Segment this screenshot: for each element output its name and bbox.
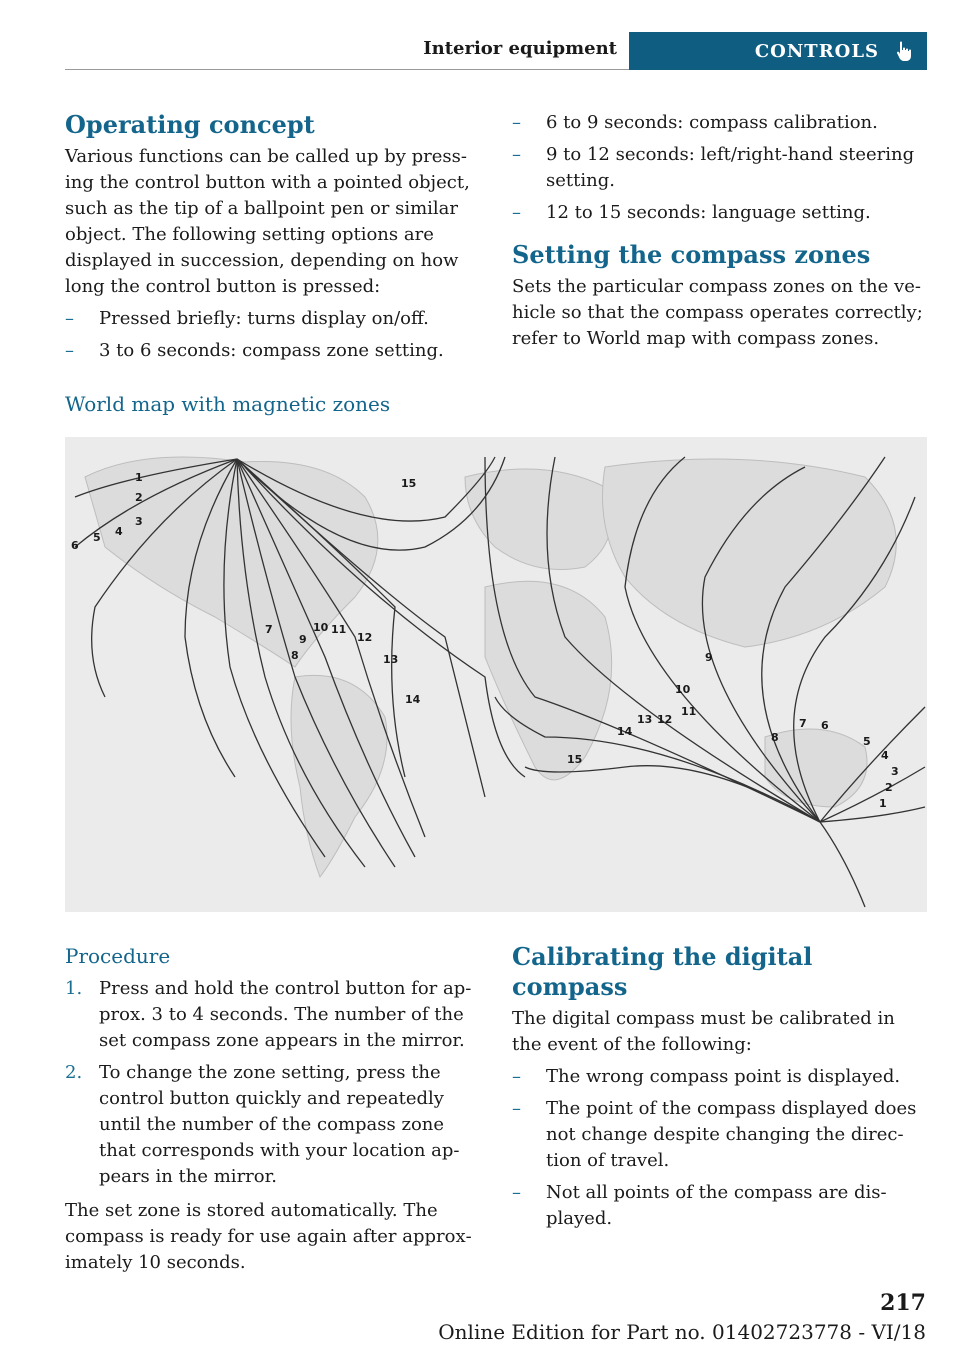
zone-label: 10 (313, 621, 329, 634)
calibrating-list (512, 1064, 927, 1232)
zone-label: 15 (401, 477, 417, 490)
page-header (65, 32, 927, 70)
step-number: 1. (65, 978, 83, 999)
operating-options-list-continued (512, 110, 927, 226)
zone-label: 7 (265, 623, 273, 636)
procedure-title: Procedure (65, 944, 171, 968)
zone-label: 2 (885, 781, 893, 794)
australia-shape (765, 729, 867, 807)
zone-label: 9 (299, 633, 307, 646)
zone-label: 1 (879, 797, 887, 810)
map-title: World map with magnetic zones (65, 392, 391, 416)
zone-label: 13 (637, 713, 653, 726)
zone-label: 9 (705, 651, 713, 664)
zone-label: 14 (617, 725, 633, 738)
zone-label: 8 (291, 649, 299, 662)
list-item: – 9 to 12 seconds: left/right-hand steering setting. (512, 142, 927, 194)
list-item: – 3 to 6 seconds: compass zone setting. (65, 338, 480, 364)
world-magnetic-zones-map (65, 437, 927, 912)
zone-label: 1 (135, 471, 143, 484)
asia-shape (603, 459, 897, 647)
map-graphic (65, 437, 927, 912)
edition-footer: Online Edition for Part no. 01402723778 - VI/18 (438, 1320, 926, 1344)
zone-label: 3 (891, 765, 899, 778)
zone-label: 14 (405, 693, 421, 706)
operating-concept-intro: Various functions can be called up by pressing the control button with a pointed object, such as the tip of a ballpoint pen or similar object. The following setting options are displayed in succession, depending on how long the control button is pressed: (65, 146, 470, 297)
zone-label: 5 (93, 531, 101, 544)
calibrating-section (512, 942, 927, 1232)
zone-label: 13 (383, 653, 399, 666)
step-text: Press and hold the control button for approx. 3 to 4 seconds. The number of the set compass zone appears in the mirror. (99, 978, 472, 1051)
zone-label: 4 (115, 525, 123, 538)
zone-label: 10 (675, 683, 691, 696)
operating-concept-continued (512, 110, 927, 352)
zone-label: 11 (681, 705, 697, 718)
page-number: 217 (880, 1290, 926, 1316)
procedure-step (65, 976, 480, 1054)
zone-label: 3 (135, 515, 143, 528)
step-number: 2. (65, 1062, 83, 1083)
zone-label: 2 (135, 491, 143, 504)
zone-label: 15 (567, 753, 583, 766)
zone-label: 12 (357, 631, 373, 644)
list-item: – 6 to 9 seconds: compass calibration. (512, 110, 927, 136)
compass-zones-title: Setting the compass zones (512, 240, 871, 269)
pointing-hand-icon (893, 40, 915, 62)
procedure-section (65, 942, 480, 1276)
list-item: – 12 to 15 seconds: language setting. (512, 200, 927, 226)
calibrating-title: Calibrating the digital compass (512, 942, 813, 1001)
zone-label: 5 (863, 735, 871, 748)
compass-zones-text: Sets the particular compass zones on the vehicle so that the compass operates correctly; refer to World map with compass zones. (512, 276, 923, 349)
zone-label: 11 (331, 623, 347, 636)
zone-label: 4 (881, 749, 889, 762)
procedure-steps (65, 976, 480, 1190)
operating-options-list (65, 306, 480, 364)
step-text: To change the zone setting, press the control button quickly and repeatedly until the number of the compass zone that corresponds with your location appears in the mirror. (99, 1062, 460, 1187)
zone-label: 7 (799, 717, 807, 730)
operating-concept-section (65, 110, 480, 364)
chapter-tab-label: CONTROLS (754, 40, 879, 62)
calibrating-intro: The digital compass must be calibrated in the event of the following: (512, 1008, 895, 1055)
zone-label: 12 (657, 713, 673, 726)
chapter-tab (629, 32, 927, 70)
list-item: – Pressed briefly: turns display on/off. (65, 306, 480, 332)
list-item: – The point of the compass displayed does not change despite changing the direction of travel. (512, 1096, 927, 1174)
procedure-note: The set zone is stored automatically. The compass is ready for use again after approximately 10 seconds. (65, 1200, 472, 1273)
zone-label: 8 (771, 731, 779, 744)
section-title: Interior equipment (423, 38, 617, 59)
list-item: – The wrong compass point is displayed. (512, 1064, 927, 1090)
list-item: – Not all points of the compass are displayed. (512, 1180, 927, 1232)
zone-label: 6 (71, 539, 79, 552)
procedure-step (65, 1060, 480, 1190)
operating-concept-title: Operating concept (65, 110, 315, 139)
zone-label: 6 (821, 719, 829, 732)
